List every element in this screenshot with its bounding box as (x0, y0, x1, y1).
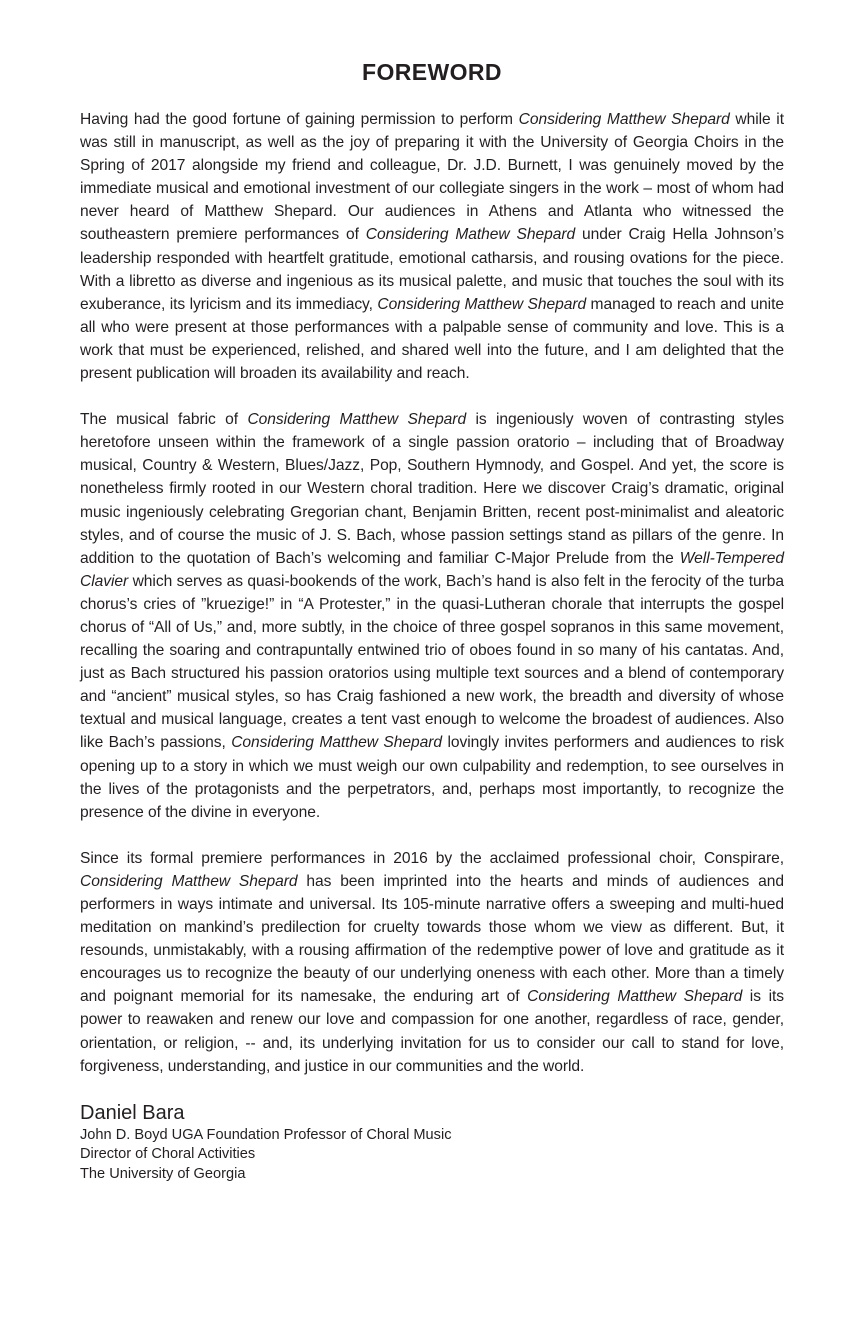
signature-title-line: Director of Choral Activities (80, 1146, 256, 1163)
italic-work-title: Considering Matthew Shepard (527, 988, 743, 1006)
paragraph-3 (80, 847, 784, 1078)
paragraph-text: managed to reach and unite all who were present at those performances with a palpable sense of community and love. This is a work that must be experienced, relished, and shared well into the future, and I am delighted that the present publication will broaden its availability and reach. (80, 295, 785, 383)
paragraph-text: lovingly invites performers and audiences to risk opening up to a story in which we must weigh our own culpability and redemption, to see ourselves in the lives of the protagonists and the perpetrators, and, perhaps most importantly, to recognize the presence of the divine in everyone. (80, 734, 784, 821)
paragraph-1 (80, 108, 784, 385)
paragraph-text: Since its formal premiere performances in 2016 by the acclaimed professional choir, Conspirare, (80, 849, 784, 867)
paragraph-text: is its power to reawaken and renew our love and compassion for one another, regardless of race, gender, orientation, or religion, -- and, its underlying invitation for us to consider our call to stand for love, forgiveness, understanding, and justice in our communities and the world. (80, 988, 785, 1075)
paragraph-2 (80, 408, 784, 824)
signature-affiliation-line: The University of Georgia (80, 1165, 246, 1182)
paragraph-text: is ingeniously woven of contrasting styles heretofore unseen within the framework of a single passion oratorio – including that of Broadway musical, Country & Western, Blues/Jazz, Pop, Southern Hymnody, and Gospel. And yet, the score is nonetheless firmly rooted in our Western choral tradition. Here we discover Craig’s dramatic, original music ingeniously celebrating Gregorian chant, Benjamin Britten, recent post-minimalist and aleatoric styles, and of course the music of J. S. Bach, whose passion settings stand as pillars of the genre. In addition to the quotation of Bach’s welcoming and familiar C-Major Prelude from the (80, 411, 784, 567)
italic-work-title: Considering Mathew Shepard (365, 226, 576, 244)
italic-work-title: Considering Matthew Shepard (231, 734, 442, 752)
paragraph-text: which serves as quasi-bookends of the work, Bach’s hand is also felt in the ferocity of the turba chorus’s cries of ”kruezige!” in “A Protester,” in the quasi-Lutheran chorale that interrupts the gospel chorus of “All of Us,” and, more subtly, in the choice of three gospel sopranos in this same movement, recalling the soaring and contrapuntally entwined trio of oboes found in so many of his cantatas. And, just as Bach structured his passion oratorios using multiple text sources and a blend of contemporary and “ancient” musical styles, so has Craig fashioned a new work, the breadth and diversity of whose textual and musical language, creates a tent vast enough to welcome the broadest of audiences. Also like Bach’s passions, (80, 572, 784, 752)
italic-work-title: Considering Matthew Shepard (518, 111, 730, 128)
signature-block (80, 1100, 784, 1184)
foreword-page (80, 0, 784, 1184)
italic-work-title: Considering Matthew Shepard (247, 411, 467, 429)
paragraph-text: while it was still in manuscript, as well as the joy of preparing it with the University of Georgia Choirs in the Spring of 2017 alongside my friend and colleague, Dr. J.D. Burnett, I was genuinely moved by the immediate musical and emotional investment of our collegiate singers in the work – most of whom had never heard of Matthew Shepard. Our audiences in Athens and Atlanta who witnessed the southeastern premiere performances of (80, 111, 785, 244)
italic-work-title: Considering Matthew Shepard (80, 872, 298, 890)
paragraph-text: Having had the good fortune of gaining permission to perform (80, 111, 519, 128)
page-title: FOREWORD (362, 59, 502, 85)
italic-work-title: Well-Tempered Clavier (80, 549, 784, 590)
foreword-body (80, 108, 784, 1078)
paragraph-text: The musical fabric of (80, 411, 248, 429)
signature-title-line: John D. Boyd UGA Foundation Professor of Choral Music (80, 1126, 452, 1143)
paragraph-text: has been imprinted into the hearts and minds of audiences and performers in ways intimate and universal. Its 105-minute narrative offers a sweeping and multi-hued meditation on mankind’s predilection for cruelty towards those whom we view as different. But, it resounds, unmistakably, with a rousing affirmation of the redemptive power of love and gratitude as it encourages us to recognize the beauty of our underlying oneness with each other. More than a timely and poignant memorial for its namesake, the enduring art of (80, 872, 784, 1006)
italic-work-title: Considering Matthew Shepard (377, 295, 587, 313)
paragraph-text: under Craig Hella Johnson’s leadership responded with heartfelt gratitude, emotional catharsis, and rousing ovations for the piece. With a libretto as diverse and ingenious as its musical palette, and music that touches the soul with its exuberance, its lyricism and its immediacy, (80, 226, 784, 313)
signature-name: Daniel Bara (80, 1101, 185, 1124)
